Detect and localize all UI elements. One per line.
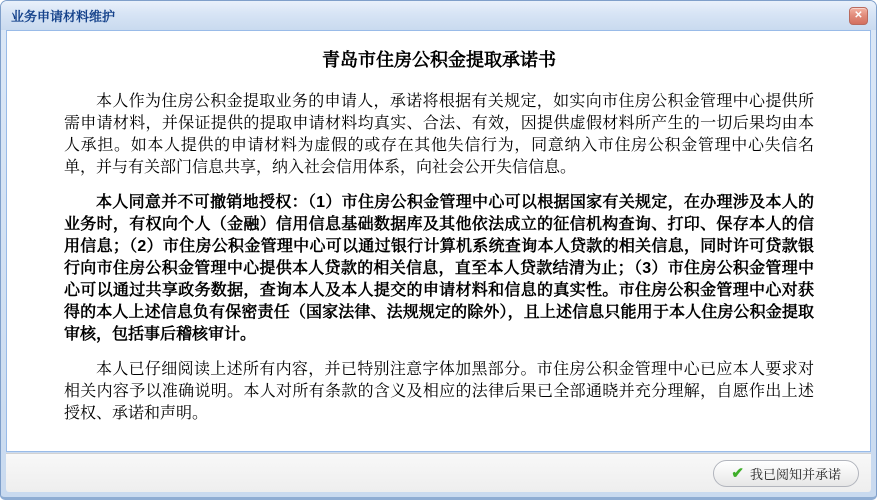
confirm-read-button-label: 我已阅知并承诺: [749, 466, 841, 482]
document-title: 青岛市住房公积金提取承诺书: [322, 50, 556, 70]
dialog-title: 业务申请材料维护: [11, 9, 116, 24]
dialog-footer: [6, 453, 871, 492]
document-paragraph-1: 本人作为住房公积金提取业务的申请人，承诺将根据有关规定，如实向市住房公积金管理中心提供所需申请材料，并保证提供的提取申请材料均真实、合法、有效，因提供虚假材料所产生的一切后果均由本人承担。如本人提供的申请材料为虚假的或存在其他失信行为，同意纳入市住房公积金管理中心失信名单，并与有关部门信息共享，纳入社会信用体系，向社会公开失信信息。: [64, 93, 814, 176]
document-panel: [6, 30, 871, 452]
close-button[interactable]: [849, 7, 868, 25]
commitment-document: [7, 31, 870, 425]
document-paragraph-2: 本人同意并不可撤销地授权：（1）市住房公积金管理中心可以根据国家有关规定，在办理涉及本人的业务时，有权向个人（金融）信用信息基础数据库及其他依法成立的征信机构查询、打印、保存本人的信用信息；（2）市住房公积金管理中心可以通过银行计算机系统查询本人贷款的相关信息，同时许可贷款银行向市住房公积金管理中心提供本人贷款的相关信息，直至本人贷款结清为止；（3）市住房公积金管理中心可以通过共享政务数据，查询本人及本人提交的申请材料和信息的真实性。市住房公积金管理中心对获得的本人上述信息负有保密责任（国家法律、法规规定的除外），且上述信息只能用于本人住房公积金提取审核，包括事后稽核审计。: [64, 194, 814, 343]
dialog-titlebar[interactable]: [1, 1, 876, 30]
close-icon: ✕: [854, 9, 863, 21]
check-icon: ✔: [731, 464, 744, 482]
confirm-read-button[interactable]: [713, 460, 859, 487]
document-paragraph-3: 本人已仔细阅读上述所有内容，并已特别注意字体加黑部分。市住房公积金管理中心已应本人要求对相关内容予以准确说明。本人对所有条款的含义及相应的法律后果已全部通晓并充分理解，自愿作出上述授权、承诺和声明。: [64, 361, 814, 422]
